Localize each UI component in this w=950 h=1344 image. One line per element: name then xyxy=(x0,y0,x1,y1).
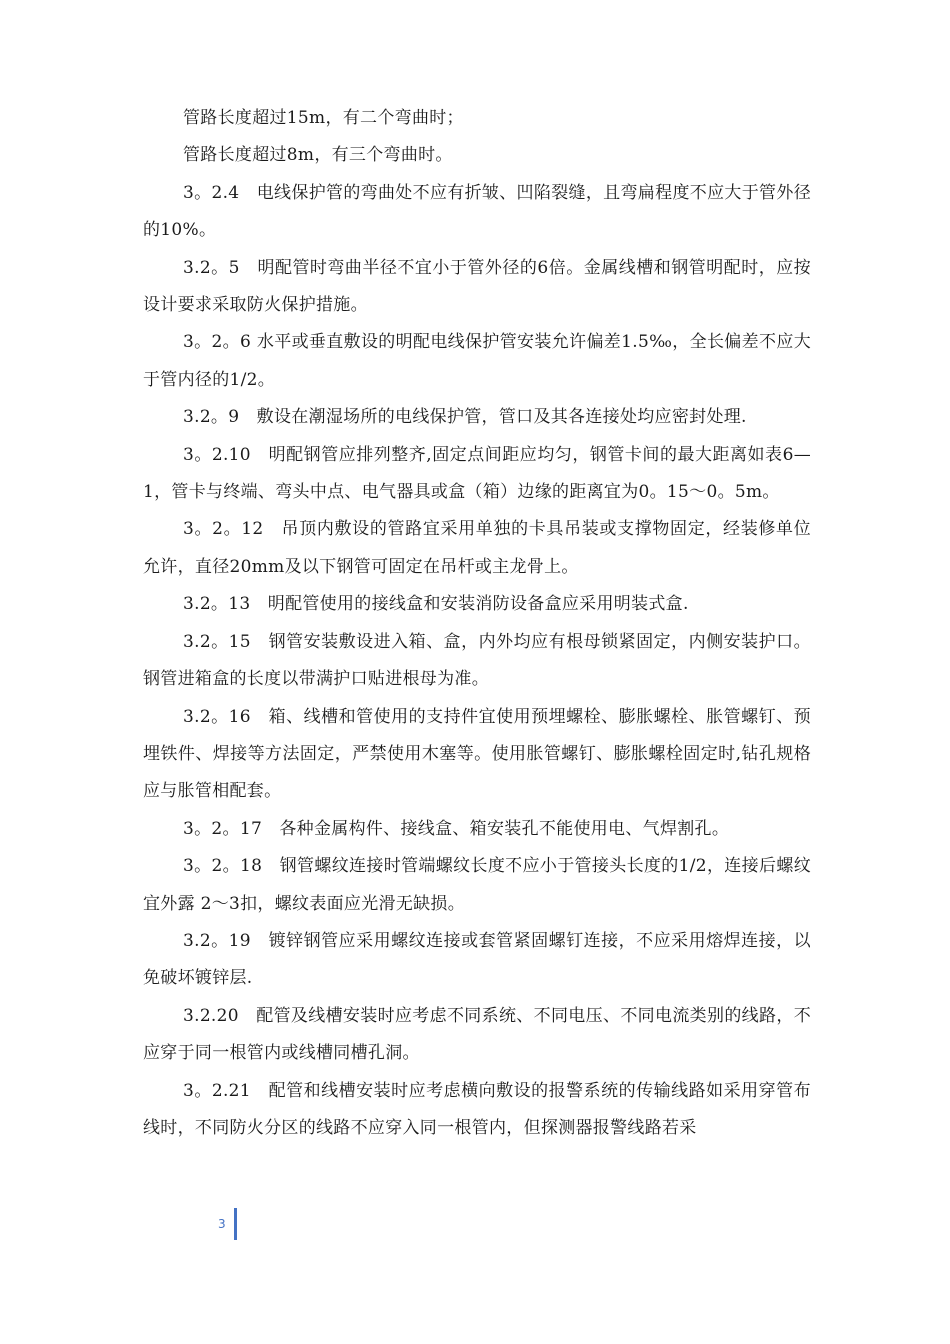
document-body xyxy=(143,100,811,1147)
paragraph-3-2-10: 3。2.10 明配钢管应排列整齐,固定点间距应均匀，钢管卡间的最大距离如表6—1，管卡与终端、弯头中点、电气器具或盒（箱）边缘的距离宜为0。15～0。5m。 xyxy=(143,444,811,503)
paragraph-3-2-18: 3。2。18 钢管螺纹连接时管端螺纹长度不应小于管接头长度的1/2，连接后螺纹宜外露 2～3扣，螺纹表面应光滑无缺损。 xyxy=(143,856,811,914)
paragraph-3-2-9: 3.2。9 敷设在潮湿场所的电线保护管，管口及其各连接处均应密封处理. xyxy=(183,407,747,428)
page-footer xyxy=(218,1207,237,1241)
paragraph-3-2-21: 3。2.21 配管和线槽安装时应考虑横向敷设的报警系统的传输线路如采用穿管布线时，不同防火分区的线路不应穿入同一根管内，但探测器报警线路若采 xyxy=(143,1080,811,1138)
paragraph-3-2-19: 3.2。19 镀锌钢管应采用螺纹连接或套管紧固螺钉连接，不应采用熔焊连接，以免破坏镀锌层. xyxy=(143,930,811,989)
paragraph-3-2-4: 3。2.4 电线保护管的弯曲处不应有折皱、凹陷裂缝，且弯扁程度不应大于管外径的10%。 xyxy=(143,182,811,241)
footer-divider xyxy=(234,1208,237,1240)
paragraph-3-2-5: 3.2。5 明配管时弯曲半径不宜小于管外径的6倍。金属线槽和钢管明配时，应按设计要求采取防火保护措施。 xyxy=(143,257,811,316)
paragraph-3-2-16: 3.2。16 箱、线槽和管使用的支持件宜使用预埋螺栓、膨胀螺栓、胀管螺钉、预埋铁件、焊接等方法固定，严禁使用木塞等。使用胀管螺钉、膨胀螺栓固定时,钻孔规格应与胀管相配套。 xyxy=(143,706,811,802)
paragraph-pipe-length-8m: 管路长度超过8m，有三个弯曲时。 xyxy=(183,145,453,166)
paragraph-3-2-12: 3。2。12 吊顶内敷设的管路宜采用单独的卡具吊装或支撑物固定，经装修单位允许，直径20mm及以下钢管可固定在吊杆或主龙骨上。 xyxy=(143,519,811,577)
paragraph-pipe-length-15m: 管路长度超过15m，有二个弯曲时； xyxy=(183,108,464,128)
paragraph-3-2-13: 3.2。13 明配管使用的接线盒和安装消防设备盒应采用明装式盒. xyxy=(183,594,689,615)
paragraph-3-2-6: 3。2。6 水平或垂直敷设的明配电线保护管安装允许偏差1.5‰，全长偏差不应大于管内径的1/2。 xyxy=(143,332,811,390)
paragraph-3-2-20: 3.2.20 配管及线槽安装时应考虑不同系统、不同电压、不同电流类别的线路，不应穿于同一根管内或线槽同槽孔洞。 xyxy=(143,1005,811,1064)
paragraph-3-2-17: 3。2。17 各种金属构件、接线盒、箱安装孔不能使用电、气焊割孔。 xyxy=(183,818,730,839)
paragraph-3-2-15: 3.2。15 钢管安装敷设进入箱、盒，内外均应有根母锁紧固定，内侧安装护口。钢管进箱盒的长度以带满护口贴进根母为准。 xyxy=(143,631,811,690)
page-number: 3 xyxy=(218,1217,226,1231)
